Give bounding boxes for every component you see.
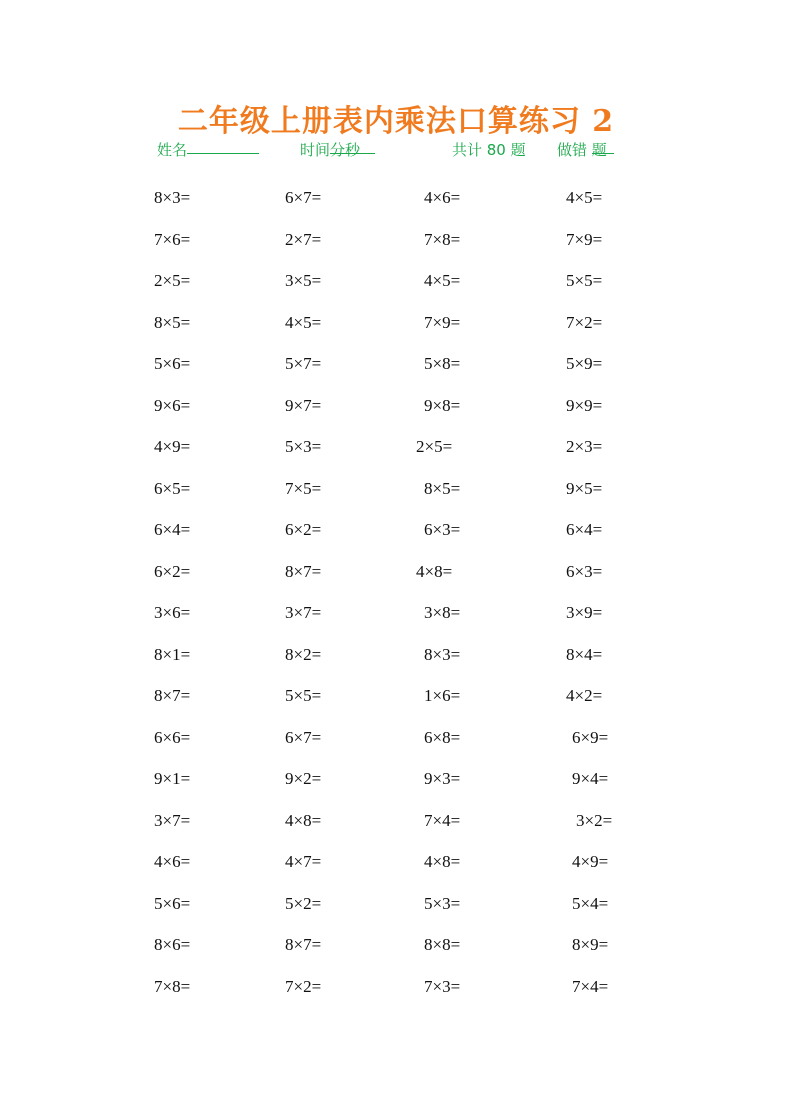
problem-cell: 9×8= — [424, 395, 461, 415]
problem-row — [0, 520, 792, 562]
problem-cell: 6×5= — [154, 478, 191, 498]
problem-cell: 6×4= — [566, 520, 603, 539]
problem-cell: 6×6= — [154, 727, 191, 747]
problem-cell: 6×2= — [154, 561, 191, 581]
problem-cell: 5×4= — [572, 893, 609, 913]
problem-row — [0, 603, 792, 645]
problem-row — [0, 686, 792, 728]
problem-cell: 4×7= — [285, 852, 322, 871]
problem-cell: 9×3= — [424, 769, 461, 788]
problem-cell: 9×6= — [154, 395, 191, 415]
problem-cell: 9×9= — [566, 395, 603, 415]
time-label: 时间 — [300, 141, 331, 159]
total-label: 共计 80 题 — [452, 141, 526, 159]
problem-cell: 5×6= — [154, 893, 191, 913]
problem-cell: 7×5= — [285, 478, 322, 498]
wrong-blank[interactable] — [592, 139, 614, 154]
problem-cell: 8×1= — [154, 644, 191, 664]
problem-cell: 6×9= — [572, 727, 609, 747]
problem-cell: 8×9= — [572, 935, 609, 954]
problem-cell: 8×6= — [154, 935, 191, 954]
name-blank[interactable] — [187, 139, 259, 154]
problem-row — [0, 645, 792, 687]
problem-cell: 9×5= — [566, 478, 603, 498]
problem-row — [0, 728, 792, 770]
problem-cell: 7×6= — [154, 229, 191, 249]
problem-cell: 8×4= — [566, 644, 603, 664]
problem-cell: 9×7= — [285, 395, 322, 415]
problem-cell: 8×5= — [424, 478, 461, 498]
problem-row — [0, 188, 792, 230]
problem-cell: 4×6= — [154, 852, 191, 871]
problem-row — [0, 313, 792, 355]
wrong-unit: 题 — [591, 141, 607, 159]
problem-cell: 5×5= — [285, 686, 322, 705]
problem-cell: 2×3= — [566, 437, 603, 456]
student-info-line — [0, 139, 792, 161]
problem-row — [0, 852, 792, 894]
problem-cell: 6×2= — [285, 520, 322, 539]
problem-cell: 7×4= — [572, 976, 609, 996]
problem-row — [0, 354, 792, 396]
problem-cell: 4×9= — [572, 852, 609, 871]
problem-cell: 3×7= — [154, 810, 191, 830]
problem-cell: 9×4= — [572, 769, 609, 788]
problem-cell: 8×7= — [285, 935, 322, 954]
minute-label: 分 — [330, 141, 346, 159]
problem-row — [0, 977, 792, 1019]
problem-cell: 9×2= — [285, 769, 322, 788]
problem-cell: 5×3= — [285, 437, 322, 456]
problem-cell: 5×7= — [285, 354, 322, 373]
problem-cell: 4×2= — [566, 686, 603, 705]
problem-row — [0, 769, 792, 811]
problem-cell: 4×5= — [566, 188, 603, 207]
second-label: 秒 — [345, 141, 361, 159]
problem-row — [0, 479, 792, 521]
problem-grid — [0, 188, 792, 1018]
problem-cell: 9×1= — [154, 769, 191, 788]
problem-cell: 8×2= — [285, 644, 322, 664]
problem-cell: 5×3= — [424, 893, 461, 913]
problem-cell: 7×2= — [566, 312, 603, 332]
problem-cell: 7×9= — [424, 312, 461, 332]
problem-cell: 4×8= — [424, 852, 461, 871]
problem-cell: 2×5= — [154, 271, 191, 290]
problem-cell: 8×3= — [424, 644, 461, 664]
problem-cell: 8×7= — [285, 561, 322, 581]
problem-cell: 8×5= — [154, 312, 191, 332]
problem-row — [0, 230, 792, 272]
problem-cell: 7×3= — [424, 976, 461, 996]
problem-cell: 4×9= — [154, 437, 191, 456]
problem-cell: 3×5= — [285, 271, 322, 290]
problem-cell: 4×5= — [285, 312, 322, 332]
problem-cell: 6×8= — [424, 727, 461, 747]
problem-cell: 3×7= — [285, 603, 322, 622]
problem-cell: 7×8= — [154, 976, 191, 996]
problem-row — [0, 271, 792, 313]
problem-cell: 5×9= — [566, 354, 603, 373]
problem-cell: 2×5= — [416, 437, 453, 456]
problem-cell: 3×9= — [566, 603, 603, 622]
seconds-blank[interactable] — [345, 139, 375, 154]
time-field — [300, 139, 360, 160]
problem-cell: 7×9= — [566, 229, 603, 249]
problem-cell: 4×6= — [424, 188, 461, 207]
problem-row — [0, 396, 792, 438]
problem-cell: 2×7= — [285, 229, 322, 249]
problem-cell: 5×6= — [154, 354, 191, 373]
problem-cell: 8×3= — [154, 188, 191, 207]
worksheet-title: 二年级上册表内乘法口算练习 2 — [177, 104, 615, 139]
problem-cell: 7×4= — [424, 810, 461, 830]
problem-cell: 4×8= — [416, 561, 453, 581]
problem-cell: 8×8= — [424, 935, 461, 954]
problem-cell: 6×7= — [285, 188, 322, 207]
wrong-field — [557, 139, 607, 160]
problem-cell: 3×8= — [424, 603, 461, 622]
problem-cell: 4×8= — [285, 810, 322, 830]
problem-row — [0, 935, 792, 977]
problem-cell: 5×5= — [566, 271, 603, 290]
problem-cell: 5×2= — [285, 893, 322, 913]
problem-cell: 3×2= — [576, 810, 613, 830]
problem-cell: 6×3= — [424, 520, 461, 539]
problem-row — [0, 894, 792, 936]
problem-row — [0, 437, 792, 479]
problem-cell: 5×8= — [424, 354, 461, 373]
problem-cell: 6×4= — [154, 520, 191, 539]
name-field[interactable] — [157, 139, 187, 160]
problem-cell: 8×7= — [154, 686, 191, 705]
problem-cell: 6×3= — [566, 561, 603, 581]
problem-cell: 4×5= — [424, 271, 461, 290]
problem-row — [0, 811, 792, 853]
name-label: 姓名 — [157, 141, 188, 159]
problem-cell: 3×6= — [154, 603, 191, 622]
problem-cell: 7×2= — [285, 976, 322, 996]
problem-cell: 1×6= — [424, 686, 461, 705]
wrong-label: 做错 — [557, 141, 588, 159]
problem-row — [0, 562, 792, 604]
problem-cell: 7×8= — [424, 229, 461, 249]
problem-cell: 6×7= — [285, 727, 322, 747]
